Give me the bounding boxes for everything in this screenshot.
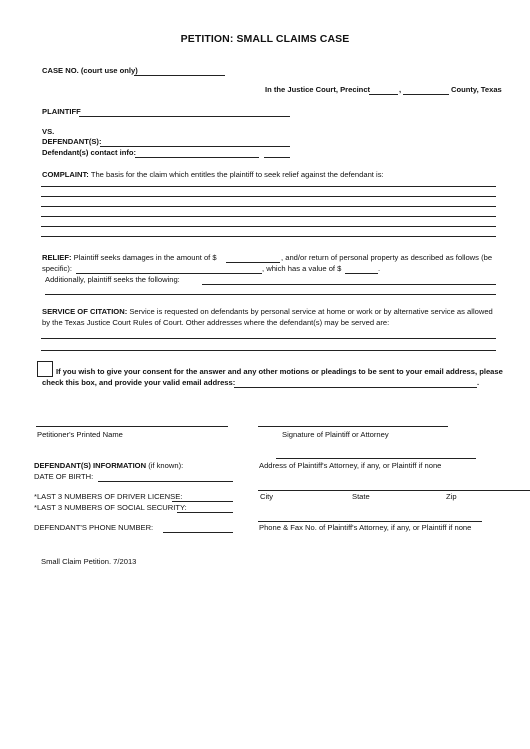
defendant-info-heading — [34, 461, 183, 470]
email-consent-checkbox[interactable] — [37, 361, 53, 377]
defendant-info-known: (if known): — [148, 461, 184, 470]
complaint-paragraph — [42, 170, 384, 179]
defendant-phone-label: DEFENDANT'S PHONE NUMBER: — [34, 523, 154, 532]
relief-text-1a: Plaintiff seeks damages in the amount of $ — [73, 253, 217, 262]
license-field[interactable] — [172, 501, 233, 502]
defendants-field[interactable] — [100, 146, 290, 147]
court-precinct-label: In the Justice Court, Precinct — [265, 85, 371, 94]
attorney-phone-fax-label: Phone & Fax No. of Plaintiff's Attorney, if any, or Plaintiff if none — [259, 523, 472, 532]
defendant-info-title: DEFENDANT(S) INFORMATION — [34, 461, 147, 470]
signature-field[interactable] — [258, 426, 448, 427]
property-description-field[interactable] — [76, 273, 262, 274]
defendant-contact-label: Defendant(s) contact info: — [42, 148, 137, 157]
plaintiff-field[interactable] — [79, 116, 290, 117]
complaint-line-1[interactable] — [41, 186, 496, 187]
vs-label: VS. — [42, 127, 55, 136]
printed-name-label: Petitioner's Printed Name — [37, 430, 123, 439]
additional-relief-field[interactable] — [202, 284, 496, 285]
damages-amount-field[interactable] — [226, 262, 280, 263]
defendant-phone-field[interactable] — [163, 532, 233, 533]
relief-value-label: , which has a value of $ — [262, 264, 342, 273]
county-field[interactable] — [403, 94, 449, 95]
complaint-label: COMPLAINT: — [42, 170, 89, 179]
service-text-2: by the Texas Justice Court Rules of Court. Other addresses where the defendant(s) may be served are: — [42, 318, 390, 327]
city-label: City — [260, 492, 274, 501]
attorney-address-field[interactable] — [258, 490, 530, 491]
relief-period: . — [378, 264, 381, 273]
consent-text-1: If you wish to give your consent for the answer and any other motions or pleadings to be sent to your email address, please — [56, 367, 503, 376]
service-address-line-2[interactable] — [41, 350, 496, 351]
complaint-line-3[interactable] — [41, 206, 496, 207]
ssn-field[interactable] — [177, 512, 233, 513]
service-address-line-1[interactable] — [41, 338, 496, 339]
defendant-contact-field[interactable] — [135, 157, 259, 158]
relief-line-1 — [42, 253, 217, 262]
complaint-line-6[interactable] — [41, 236, 496, 237]
defendant-contact-field-2[interactable] — [264, 157, 290, 158]
precinct-field[interactable] — [369, 94, 398, 95]
plaintiff-label: PLAINTIFF — [42, 107, 81, 116]
service-label: SERVICE OF CITATION: — [42, 307, 128, 316]
license-label: *LAST 3 NUMBERS OF DRIVER LICENSE: — [34, 492, 183, 501]
relief-text-1b: , and/or return of personal property as described as follows (be — [281, 253, 493, 262]
additional-relief-line-2[interactable] — [45, 294, 496, 295]
relief-label: RELIEF: — [42, 253, 72, 262]
property-value-field[interactable] — [345, 273, 378, 274]
ssn-label: *LAST 3 NUMBERS OF SOCIAL SECURITY: — [34, 503, 187, 512]
defendants-label: DEFENDANT(S): — [42, 137, 102, 146]
zip-label: Zip — [446, 492, 457, 501]
case-no-label: CASE NO. (court use only) — [42, 66, 138, 75]
complaint-line-5[interactable] — [41, 226, 496, 227]
case-no-field[interactable] — [134, 75, 225, 76]
form-footer: Small Claim Petition. 7/2013 — [41, 557, 137, 566]
attorney-name-field[interactable] — [276, 458, 476, 459]
county-texas-label: County, Texas — [451, 85, 502, 94]
consent-text-2: check this box, and provide your valid email address: — [42, 378, 236, 387]
consent-period: . — [477, 378, 480, 387]
court-comma: , — [399, 85, 402, 94]
attorney-address-label: Address of Plaintiff's Attorney, if any, or Plaintiff if none — [259, 461, 442, 470]
relief-additionally-label: Additionally, plaintiff seeks the following: — [45, 275, 180, 284]
service-text-1: Service is requested on defendants by personal service at home or work or by alternative service as allowed — [129, 307, 493, 316]
complaint-text: The basis for the claim which entitles the plaintiff to seek relief against the defendant is: — [90, 170, 384, 179]
relief-specific-label: specific): — [42, 264, 72, 273]
dob-field[interactable] — [98, 481, 233, 482]
page-title: PETITION: SMALL CLAIMS CASE — [180, 33, 350, 45]
complaint-line-2[interactable] — [41, 196, 496, 197]
state-label: State — [352, 492, 370, 501]
printed-name-field[interactable] — [36, 426, 228, 427]
email-address-field[interactable] — [234, 387, 477, 388]
attorney-phone-field[interactable] — [258, 521, 482, 522]
dob-label: DATE OF BIRTH: — [34, 472, 94, 481]
complaint-line-4[interactable] — [41, 216, 496, 217]
service-line-1 — [42, 307, 493, 316]
signature-label: Signature of Plaintiff or Attorney — [282, 430, 389, 439]
